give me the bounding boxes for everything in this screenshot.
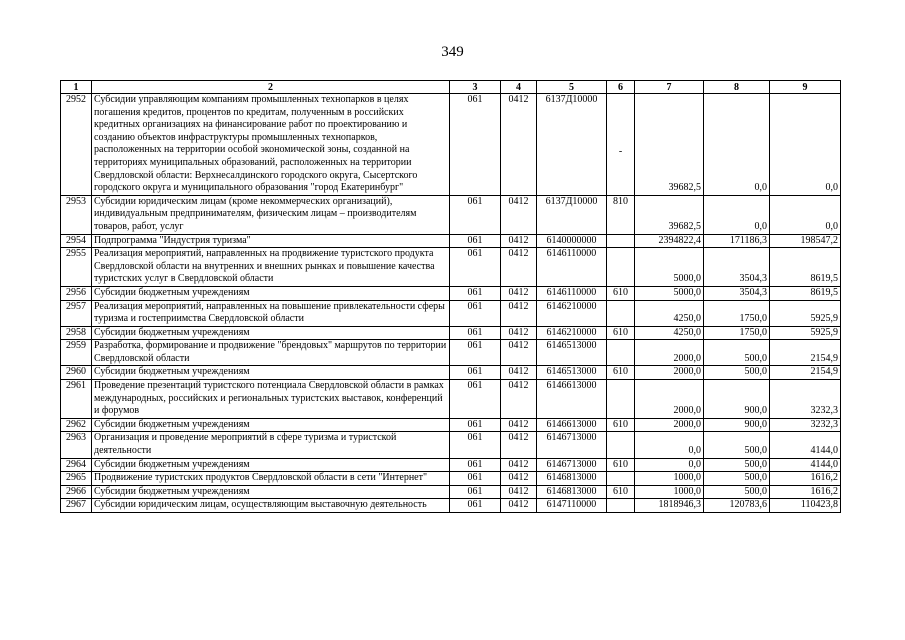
- section-code: 0412: [501, 380, 537, 419]
- target-article-code: 6146713000: [537, 432, 607, 458]
- section-code: 0412: [501, 340, 537, 366]
- expense-type-code: 610: [607, 326, 635, 340]
- target-article-code: 6146613000: [537, 418, 607, 432]
- expense-type-code: 610: [607, 458, 635, 472]
- section-code: 0412: [501, 300, 537, 326]
- expense-type-code: [607, 94, 635, 196]
- ministry-code: 061: [450, 485, 501, 499]
- table-row: [61, 340, 841, 366]
- amount-year-3: 0,0: [770, 94, 841, 196]
- amount-year-1: 0,0: [635, 458, 704, 472]
- expense-type-code: 610: [607, 485, 635, 499]
- target-article-code: 6146813000: [537, 485, 607, 499]
- row-number: 2964: [61, 458, 92, 472]
- section-code: 0412: [501, 94, 537, 196]
- expense-type-code: 610: [607, 286, 635, 300]
- column-header: 8: [704, 81, 770, 94]
- ministry-code: 061: [450, 380, 501, 419]
- target-article-code: 6146613000: [537, 380, 607, 419]
- table-row: [61, 418, 841, 432]
- section-code: 0412: [501, 366, 537, 380]
- expense-type-code: [607, 234, 635, 248]
- table-row: [61, 485, 841, 499]
- ministry-code: 061: [450, 340, 501, 366]
- row-name: Субсидии юридическим лицам, осуществляющим выставочную деятельность: [92, 499, 450, 513]
- row-number: 2966: [61, 485, 92, 499]
- column-header: 7: [635, 81, 704, 94]
- budget-table: [60, 80, 841, 513]
- target-article-code: 6146210000: [537, 300, 607, 326]
- expense-type-code: [607, 380, 635, 419]
- expense-type-code: [607, 472, 635, 486]
- amount-year-2: 500,0: [704, 458, 770, 472]
- amount-year-3: 8619,5: [770, 248, 841, 287]
- row-number: 2960: [61, 366, 92, 380]
- table-row: [61, 286, 841, 300]
- amount-year-1: 1818946,3: [635, 499, 704, 513]
- section-code: 0412: [501, 458, 537, 472]
- amount-year-1: 2000,0: [635, 366, 704, 380]
- row-number: 2955: [61, 248, 92, 287]
- amount-year-3: 3232,3: [770, 418, 841, 432]
- row-name: Субсидии бюджетным учреждениям: [92, 286, 450, 300]
- amount-year-2: 0,0: [704, 195, 770, 234]
- row-number: 2959: [61, 340, 92, 366]
- table-row: [61, 499, 841, 513]
- amount-year-1: 2000,0: [635, 340, 704, 366]
- section-code: 0412: [501, 499, 537, 513]
- ministry-code: 061: [450, 499, 501, 513]
- page-number: 349: [441, 44, 464, 60]
- ministry-code: 061: [450, 248, 501, 287]
- amount-year-2: 900,0: [704, 380, 770, 419]
- amount-year-3: 5925,9: [770, 326, 841, 340]
- amount-year-2: 3504,3: [704, 248, 770, 287]
- ministry-code: 061: [450, 326, 501, 340]
- expense-type-code: [607, 248, 635, 287]
- table-row: [61, 300, 841, 326]
- target-article-code: 6146713000: [537, 458, 607, 472]
- expense-type-code: [607, 499, 635, 513]
- table-row: [61, 234, 841, 248]
- amount-year-1: 1000,0: [635, 485, 704, 499]
- row-number: 2958: [61, 326, 92, 340]
- ministry-code: 061: [450, 94, 501, 196]
- ministry-code: 061: [450, 195, 501, 234]
- table-row: [61, 326, 841, 340]
- expense-type-code: [607, 300, 635, 326]
- ministry-code: 061: [450, 418, 501, 432]
- target-article-code: 6146210000: [537, 326, 607, 340]
- column-header: 5: [537, 81, 607, 94]
- ministry-code: 061: [450, 234, 501, 248]
- section-code: 0412: [501, 432, 537, 458]
- amount-year-3: 1616,2: [770, 472, 841, 486]
- row-name: Организация и проведение мероприятий в сфере туризма и туристской деятельности: [92, 432, 450, 458]
- amount-year-2: 120783,6: [704, 499, 770, 513]
- target-article-code: 6147110000: [537, 499, 607, 513]
- table-row: [61, 366, 841, 380]
- table-row: [61, 195, 841, 234]
- amount-year-1: 2000,0: [635, 380, 704, 419]
- row-number: 2962: [61, 418, 92, 432]
- header-row: [61, 81, 841, 94]
- amount-year-3: 3232,3: [770, 380, 841, 419]
- expense-type-code: [607, 432, 635, 458]
- row-name: Субсидии бюджетным учреждениям: [92, 458, 450, 472]
- target-article-code: 6146513000: [537, 340, 607, 366]
- column-header: 9: [770, 81, 841, 94]
- row-name: Разработка, формирование и продвижение "брендовых" маршрутов по территории Свердловской области: [92, 340, 450, 366]
- ministry-code: 061: [450, 286, 501, 300]
- ministry-code: 061: [450, 300, 501, 326]
- section-code: 0412: [501, 472, 537, 486]
- amount-year-1: 4250,0: [635, 326, 704, 340]
- row-name: Проведение презентаций туристского потенциала Свердловской области в рамках международных, российских и региональных туристских выставок, конференций и форумов: [92, 380, 450, 419]
- row-name: Субсидии бюджетным учреждениям: [92, 485, 450, 499]
- dash-mark: -: [618, 146, 623, 157]
- row-name: Субсидии бюджетным учреждениям: [92, 418, 450, 432]
- row-name: Субсидии юридическим лицам (кроме некоммерческих организаций), индивидуальным предпринимателям, физическим лицам – производителям товаров, работ, услуг: [92, 195, 450, 234]
- amount-year-1: 4250,0: [635, 300, 704, 326]
- amount-year-2: 500,0: [704, 472, 770, 486]
- amount-year-2: 500,0: [704, 340, 770, 366]
- expense-type-code: 610: [607, 366, 635, 380]
- row-number: 2965: [61, 472, 92, 486]
- ministry-code: 061: [450, 458, 501, 472]
- amount-year-1: 2394822,4: [635, 234, 704, 248]
- column-header: 4: [501, 81, 537, 94]
- amount-year-1: 39682,5: [635, 94, 704, 196]
- column-header: 1: [61, 81, 92, 94]
- amount-year-1: 5000,0: [635, 248, 704, 287]
- amount-year-3: 2154,9: [770, 340, 841, 366]
- amount-year-1: 2000,0: [635, 418, 704, 432]
- amount-year-3: 0,0: [770, 195, 841, 234]
- target-article-code: 6137Д10000: [537, 195, 607, 234]
- table-row: [61, 458, 841, 472]
- expense-type-code: 610: [607, 418, 635, 432]
- amount-year-2: 500,0: [704, 432, 770, 458]
- row-number: 2953: [61, 195, 92, 234]
- expense-type-code: [607, 340, 635, 366]
- amount-year-2: 1750,0: [704, 300, 770, 326]
- amount-year-3: 4144,0: [770, 458, 841, 472]
- row-number: 2963: [61, 432, 92, 458]
- amount-year-2: 0,0: [704, 94, 770, 196]
- table-row: [61, 432, 841, 458]
- amount-year-3: 4144,0: [770, 432, 841, 458]
- amount-year-1: 1000,0: [635, 472, 704, 486]
- row-number: 2961: [61, 380, 92, 419]
- amount-year-3: 2154,9: [770, 366, 841, 380]
- amount-year-3: 5925,9: [770, 300, 841, 326]
- amount-year-3: 8619,5: [770, 286, 841, 300]
- amount-year-2: 500,0: [704, 366, 770, 380]
- row-number: 2954: [61, 234, 92, 248]
- row-name: Подпрограмма "Индустрия туризма": [92, 234, 450, 248]
- table-row: [61, 380, 841, 419]
- amount-year-3: 1616,2: [770, 485, 841, 499]
- row-name: Реализация мероприятий, направленных на продвижение туристского продукта Свердловской области на внутренних и внешних рынках и повышение качества туристских услуг в Свердловской области: [92, 248, 450, 287]
- section-code: 0412: [501, 248, 537, 287]
- amount-year-1: 39682,5: [635, 195, 704, 234]
- ministry-code: 061: [450, 366, 501, 380]
- amount-year-2: 171186,3: [704, 234, 770, 248]
- table-row: [61, 94, 841, 196]
- row-name: Реализация мероприятий, направленных на повышение привлекательности сферы туризма и гостеприимства Свердловской области: [92, 300, 450, 326]
- section-code: 0412: [501, 286, 537, 300]
- section-code: 0412: [501, 485, 537, 499]
- column-header: 6: [607, 81, 635, 94]
- expense-type-code: 810: [607, 195, 635, 234]
- table-row: [61, 472, 841, 486]
- target-article-code: 6146513000: [537, 366, 607, 380]
- row-number: 2967: [61, 499, 92, 513]
- row-name: Продвижение туристских продуктов Свердловской области в сети "Интернет": [92, 472, 450, 486]
- section-code: 0412: [501, 234, 537, 248]
- amount-year-2: 3504,3: [704, 286, 770, 300]
- amount-year-3: 198547,2: [770, 234, 841, 248]
- target-article-code: 6146813000: [537, 472, 607, 486]
- ministry-code: 061: [450, 472, 501, 486]
- amount-year-1: 5000,0: [635, 286, 704, 300]
- amount-year-3: 110423,8: [770, 499, 841, 513]
- column-header: 2: [92, 81, 450, 94]
- target-article-code: 6146110000: [537, 248, 607, 287]
- target-article-code: 6146110000: [537, 286, 607, 300]
- amount-year-2: 1750,0: [704, 326, 770, 340]
- amount-year-2: 900,0: [704, 418, 770, 432]
- section-code: 0412: [501, 418, 537, 432]
- ministry-code: 061: [450, 432, 501, 458]
- section-code: 0412: [501, 195, 537, 234]
- row-number: 2956: [61, 286, 92, 300]
- row-name: Субсидии управляющим компаниям промышленных технопарков в целях погашения кредитов, процентов по кредитам, полученным в российских кредитных организациях на финансирование работ по проектированию и созданию объектов инфраструктуры промышленных технопарков, расположенных на территории особой экономической зоны, созданной на территориях муниципальных образований, расположенных на территории Свердловской области: Верхнесалдинского городского округа, Сысертского городского округа и муниципального образования "город Екатеринбург": [92, 94, 450, 196]
- row-number: 2952: [61, 94, 92, 196]
- row-name: Субсидии бюджетным учреждениям: [92, 366, 450, 380]
- target-article-code: 6137Д10000: [537, 94, 607, 196]
- section-code: 0412: [501, 326, 537, 340]
- amount-year-2: 500,0: [704, 485, 770, 499]
- row-name: Субсидии бюджетным учреждениям: [92, 326, 450, 340]
- table-row: [61, 248, 841, 287]
- amount-year-1: 0,0: [635, 432, 704, 458]
- row-number: 2957: [61, 300, 92, 326]
- target-article-code: 6140000000: [537, 234, 607, 248]
- column-header: 3: [450, 81, 501, 94]
